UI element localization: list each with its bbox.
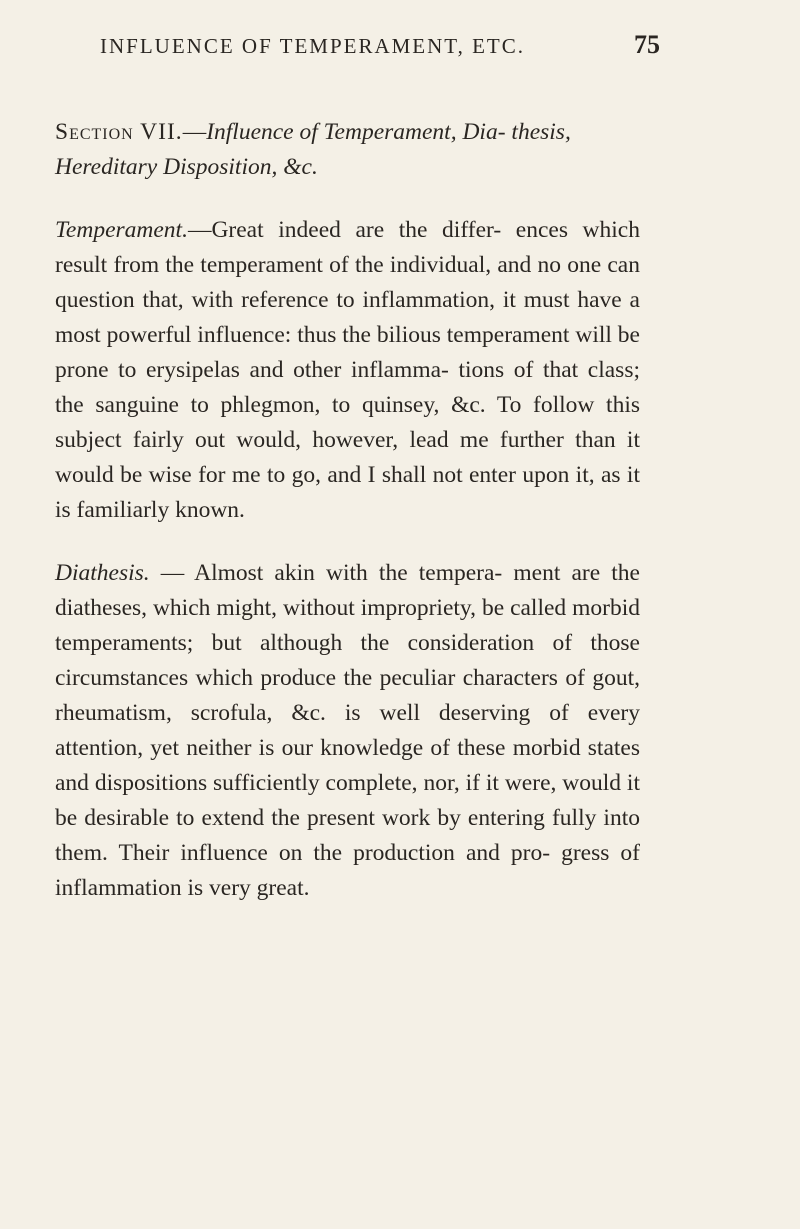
paragraph-text: Great indeed are the differ- ences which result from the temperament of the individual, and no one can question that, with reference to inflammation, it must have a most powerful influence: thus the bilious temperament will be prone to erysipelas and other inflamma- tions of that class; the sanguine to phlegmon, to quinsey, &c. To follow this subject fairly out would, however, lead me further than it would be wise for me to go, and I shall not enter upon it, as it is familiarly known. xyxy=(55,217,640,523)
running-title: INFLUENCE OF TEMPERAMENT, ETC. xyxy=(100,34,525,58)
paragraph-temperament xyxy=(55,213,640,528)
section-title: Influence of Temperament, Dia- thesis, Hereditary Disposition, &c. xyxy=(55,119,571,180)
paragraph-heading: Diathesis. xyxy=(55,560,150,586)
paragraph-dash: — xyxy=(149,560,195,586)
section-label: Section VII. xyxy=(55,119,183,145)
paragraph-diathesis xyxy=(55,556,640,906)
body-text xyxy=(55,115,640,934)
section-heading xyxy=(55,115,640,185)
paragraph-heading: Temperament. xyxy=(55,217,188,243)
paragraph-dash: — xyxy=(187,217,212,243)
running-head xyxy=(100,30,660,70)
section-dash: — xyxy=(182,119,207,145)
page-number: 75 xyxy=(634,30,660,59)
paragraph-text: Almost akin with the tempera- ment are the diatheses, which might, without impropriety, be called morbid temperaments; but although the consideration of those circumstances which produce the peculiar characters of gout, rheumatism, scrofula, &c. is well deserving of every attention, yet neither is our knowledge of these morbid states and dispositions sufficiently complete, nor, if it were, would it be desirable to extend the present work by entering fully into them. Their influence on the production and pro- gress of inflammation is very great. xyxy=(55,560,640,901)
